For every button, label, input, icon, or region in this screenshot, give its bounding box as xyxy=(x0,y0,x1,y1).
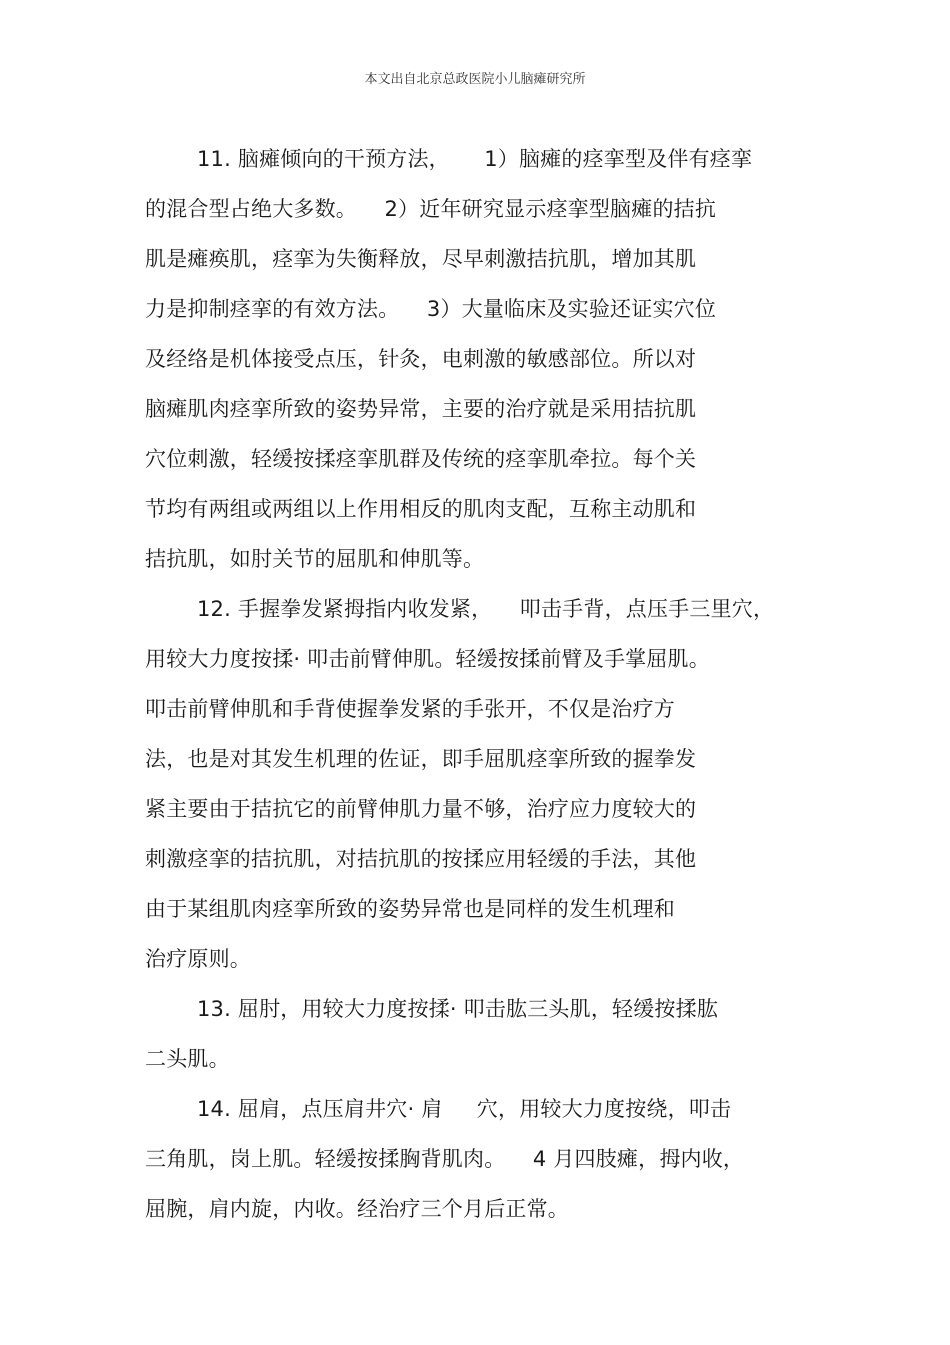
paragraph-12 xyxy=(145,590,805,990)
paragraph-line: 13. 屈肘，用较大力度按揉· 叩击肱三头肌，轻缓按揉肱 xyxy=(197,997,719,1021)
paragraph-line: 刺激痉挛的拮抗肌，对拮抗肌的按揉应用轻缓的手法，其他 xyxy=(145,847,697,871)
paragraph-line: 11. 脑瘫倾向的干预方法， 1）脑瘫的痉挛型及伴有痉挛 xyxy=(197,147,753,171)
paragraph-line: 法，也是对其发生机理的佐证，即手屈肌痉挛所致的握拳发 xyxy=(145,747,697,771)
paragraph-line: 14. 屈肩，点压肩井穴· 肩 穴，用较大力度按绕，叩击 xyxy=(197,1097,732,1121)
paragraph-line: 治疗原则。 xyxy=(145,947,251,971)
paragraph-line: 三角肌，岗上肌。轻缓按揉胸背肌肉。 4 月四肢瘫，拇内收， xyxy=(145,1147,745,1171)
paragraph-line: 紧主要由于拮抗它的前臂伸肌力量不够，治疗应力度较大的 xyxy=(145,797,697,821)
paragraph-line: 力是抑制痉挛的有效方法。 3）大量临床及实验还证实穴位 xyxy=(145,297,717,321)
paragraph-line: 屈腕，肩内旋，内收。经治疗三个月后正常。 xyxy=(145,1197,569,1221)
paragraph-line: 的混合型占绝大多数。 2）近年研究显示痉挛型脑瘫的拮抗 xyxy=(145,197,717,221)
paragraph-line: 由于某组肌肉痉挛所致的姿势异常也是同样的发生机理和 xyxy=(145,897,675,921)
paragraph-11 xyxy=(145,140,805,590)
paragraph-line: 12. 手握拳发紧拇指内收发紧， 叩击手背，点压手三里穴， xyxy=(197,597,775,621)
paragraph-line: 穴位刺激，轻缓按揉痉挛肌群及传统的痉挛肌牵拉。每个关 xyxy=(145,447,697,471)
paragraph-line: 二头肌。 xyxy=(145,1047,230,1071)
paragraph-line: 肌是瘫痪肌，痉挛为失衡释放，尽早刺激拮抗肌，增加其肌 xyxy=(145,247,697,271)
document-body xyxy=(145,140,805,1240)
paragraph-line: 节均有两组或两组以上作用相反的肌肉支配，互称主动肌和 xyxy=(145,497,697,521)
paragraph-line: 及经络是机体接受点压，针灸，电刺激的敏感部位。所以对 xyxy=(145,347,697,371)
paragraph-line: 叩击前臂伸肌和手背使握拳发紧的手张开，不仅是治疗方 xyxy=(145,697,675,721)
paragraph-line: 拮抗肌，如肘关节的屈肌和伸肌等。 xyxy=(145,547,485,571)
paragraph-line: 用较大力度按揉· 叩击前臂伸肌。轻缓按揉前臂及手掌屈肌。 xyxy=(145,647,710,671)
page-header: 本文出自北京总政医院小儿脑瘫研究所 xyxy=(364,72,586,87)
paragraph-line: 脑瘫肌肉痉挛所致的姿势异常，主要的治疗就是采用拮抗肌 xyxy=(145,397,697,421)
paragraph-14 xyxy=(145,1090,805,1240)
paragraph-13 xyxy=(145,990,805,1090)
